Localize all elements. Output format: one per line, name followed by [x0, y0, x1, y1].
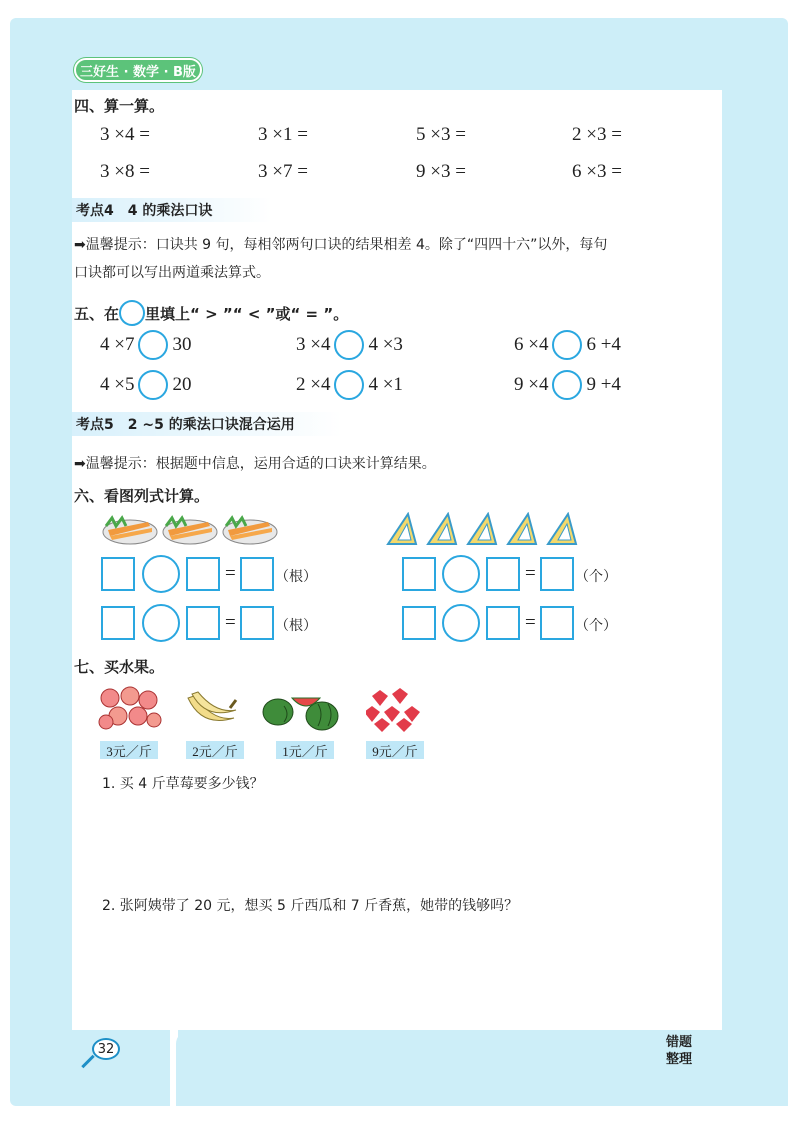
operator-circle[interactable]: [142, 604, 180, 642]
unit-label: （个）: [575, 569, 617, 585]
answer-box[interactable]: [240, 557, 274, 591]
tip-text: ➡温馨提示：根据题中信息，运用合适的口诀来计算结果。: [74, 456, 436, 472]
error-review-line2: 整理: [666, 1052, 693, 1067]
tip-text: ➡温馨提示：口诀共 9 句，每相邻两句口诀的结果相差 4。除了“四四十六”以外，每句: [74, 237, 608, 253]
operator-circle[interactable]: [442, 604, 480, 642]
compare-right: 4 ×1: [368, 374, 403, 395]
answer-circle[interactable]: [334, 370, 364, 400]
footer-left-panel: [62, 1030, 174, 1104]
answer-box[interactable]: [402, 606, 436, 640]
section6-title: 六、看图列式计算。: [74, 487, 210, 505]
compare-left: 2 ×4: [296, 374, 331, 395]
kaodian4-label: 考点4 4 的乘法口诀: [72, 198, 272, 222]
unit-label: （根）: [275, 618, 317, 634]
compare-item: [514, 370, 621, 400]
carrot-plates-icon: [102, 510, 282, 546]
operator-circle[interactable]: [442, 555, 480, 593]
answer-circle[interactable]: [552, 370, 582, 400]
calc-item: 9 ×3 =: [416, 161, 466, 182]
unit-label: （个）: [575, 618, 617, 634]
kaodian5-label: 考点5 2 ~5 的乘法口诀混合运用: [72, 412, 342, 436]
watermelons-icon: [262, 686, 348, 732]
calc-item: 3 ×7 =: [258, 161, 308, 182]
section4-title: 四、算一算。: [74, 97, 165, 115]
equals-sign: =: [525, 563, 536, 584]
answer-box[interactable]: [240, 606, 274, 640]
compare-left: 6 ×4: [514, 334, 549, 355]
answer-circle[interactable]: [138, 330, 168, 360]
error-review-label: [666, 1034, 692, 1068]
calc-item: 6 ×3 =: [572, 161, 622, 182]
answer-box[interactable]: [101, 557, 135, 591]
tip-text: 口诀都可以写出两道乘法算式。: [74, 265, 270, 281]
unit-label: （根）: [275, 569, 317, 585]
price-label: 3元／斤: [100, 741, 158, 759]
answer-box[interactable]: [486, 606, 520, 640]
section5-title: [74, 300, 348, 326]
compare-left: 9 ×4: [514, 374, 549, 395]
answer-box[interactable]: [486, 557, 520, 591]
compare-item: [514, 330, 621, 360]
answer-box[interactable]: [540, 557, 574, 591]
compare-left: 4 ×7: [100, 334, 135, 355]
calc-item: 3 ×8 =: [100, 161, 150, 182]
set-squares-icon: [386, 512, 586, 546]
price-label: 1元／斤: [276, 741, 334, 759]
compare-left: 3 ×4: [296, 334, 331, 355]
apples-icon: [98, 684, 162, 734]
compare-item: [100, 330, 191, 360]
answer-box[interactable]: [540, 606, 574, 640]
equals-sign: =: [225, 612, 236, 633]
calc-item: 5 ×3 =: [416, 124, 466, 145]
sample-circle: [119, 300, 145, 326]
answer-box[interactable]: [402, 557, 436, 591]
section5-title-post: 里填上“ > ”“ < ”或“ = ”。: [145, 304, 349, 323]
compare-right: 20: [172, 374, 192, 395]
compare-right: 9 +4: [586, 374, 621, 395]
calc-item: 3 ×4 =: [100, 124, 150, 145]
question-2: 2. 张阿姨带了 20 元，想买 5 斤西瓜和 7 斤香蕉，她带的钱够吗？: [102, 898, 519, 914]
compare-item: [296, 370, 403, 400]
bananas-icon: [184, 688, 240, 732]
footer-right-panel: [176, 1030, 788, 1106]
answer-box[interactable]: [101, 606, 135, 640]
compare-right: 4 ×3: [368, 334, 403, 355]
price-label: 2元／斤: [186, 741, 244, 759]
question-1: 1. 买 4 斤草莓要多少钱？: [102, 776, 264, 792]
compare-left: 4 ×5: [100, 374, 135, 395]
book-badge: 三好生 · 数学 · B版: [74, 58, 202, 82]
carrot-plate-icon: [103, 518, 157, 544]
price-label: 9元／斤: [366, 741, 424, 759]
answer-box[interactable]: [186, 606, 220, 640]
section5-title-pre: 五、在: [74, 304, 120, 323]
page-number: 32: [92, 1038, 120, 1060]
calc-item: 2 ×3 =: [572, 124, 622, 145]
strawberries-icon: [366, 684, 422, 732]
compare-item: [296, 330, 403, 360]
answer-circle[interactable]: [138, 370, 168, 400]
compare-item: [100, 370, 191, 400]
answer-circle[interactable]: [334, 330, 364, 360]
equals-sign: =: [225, 563, 236, 584]
equals-sign: =: [525, 612, 536, 633]
section7-title: 七、买水果。: [74, 658, 165, 676]
error-review-line1: 错题: [666, 1035, 693, 1050]
compare-right: 30: [172, 334, 192, 355]
compare-right: 6 +4: [586, 334, 621, 355]
calc-item: 3 ×1 =: [258, 124, 308, 145]
answer-circle[interactable]: [552, 330, 582, 360]
answer-box[interactable]: [186, 557, 220, 591]
operator-circle[interactable]: [142, 555, 180, 593]
